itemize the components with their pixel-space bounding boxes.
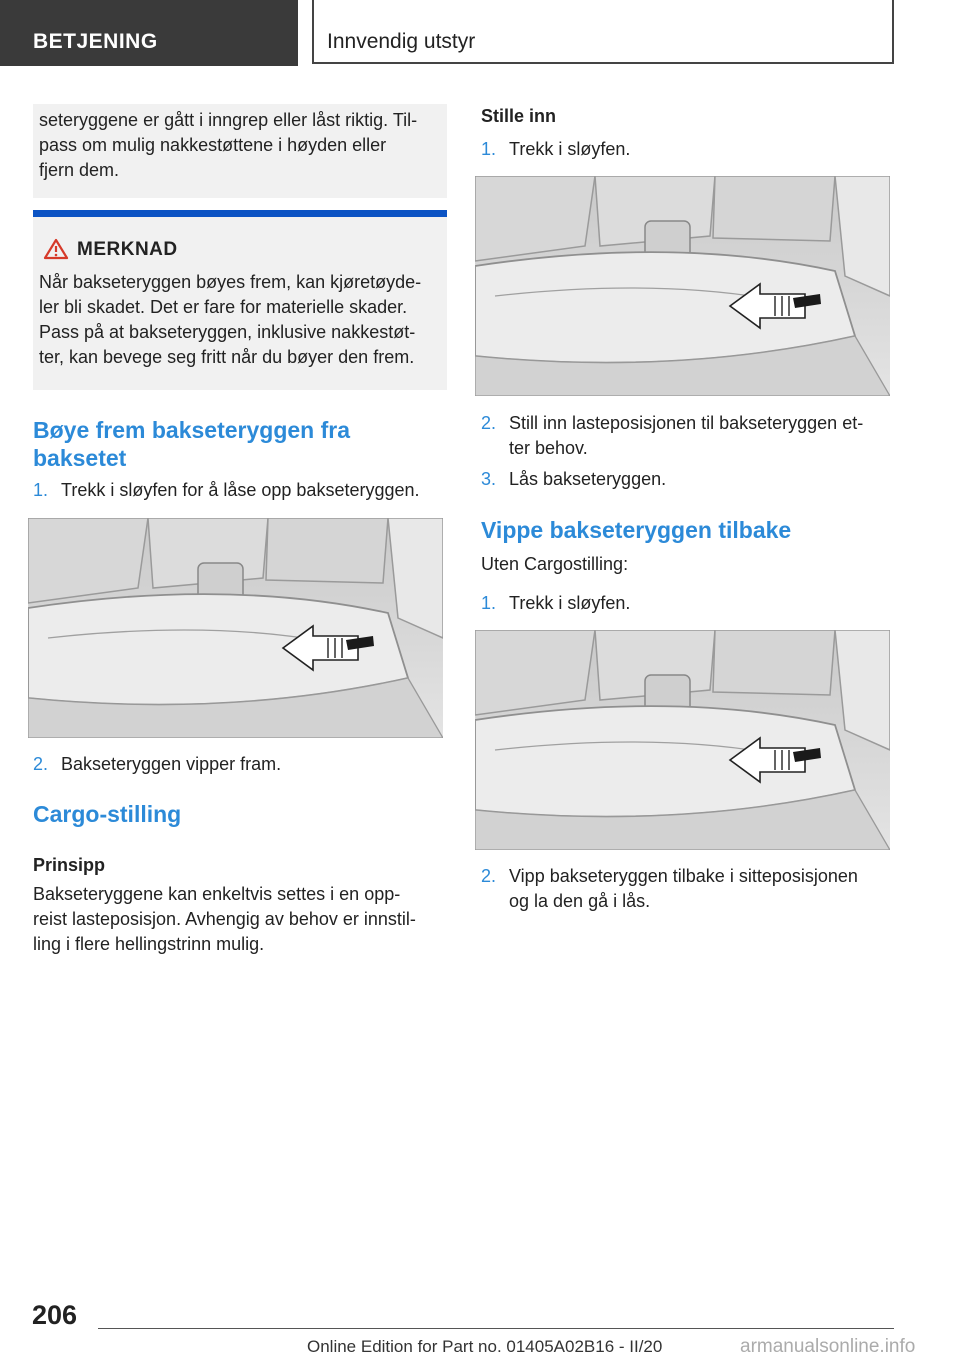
tilt-step-1 <box>481 591 901 616</box>
subtitle-adjust: Stille inn <box>481 106 557 126</box>
right-step-3 <box>481 467 901 492</box>
step-text: Lås bakseteryggen. <box>509 469 667 489</box>
edition-text: Online Edition for Part no. 01405A02B16 - II/20 <box>307 1337 663 1356</box>
step-text: Trekk i sløyfen. <box>509 593 631 613</box>
tilt-step-2 <box>481 864 901 914</box>
step-text-line-2: ter behov. <box>509 438 588 458</box>
step-text-line-2: og la den gå i lås. <box>509 891 651 911</box>
principle-line-1: Bakseteryggene kan enkeltvis settes i en opp- <box>33 884 401 904</box>
subtitle-principle: Prinsipp <box>33 855 106 875</box>
note-line-3: fjern dem. <box>39 160 120 180</box>
footer-divider <box>98 1328 894 1329</box>
step-text-line-1: Still inn lasteposisjonen til bakseteryggen et- <box>509 413 864 433</box>
section-title-tilt-back: Vippe bakseteryggen tilbake <box>481 517 792 543</box>
step-number: 2. <box>481 866 497 886</box>
step-number: 2. <box>33 754 49 774</box>
notice-line-3: Pass på at bakseteryggen, inklusive nakkestøt- <box>39 322 416 342</box>
header-chapter-label: Innvendig utstyr <box>327 30 476 53</box>
step-number: 2. <box>481 413 497 433</box>
step-number: 1. <box>481 593 497 613</box>
tilt-back-intro: Uten Cargostilling: <box>481 554 629 574</box>
right-step-2 <box>481 411 901 461</box>
notice-line-2: ler bli skadet. Det er fare for materielle skader. <box>39 297 408 317</box>
section-title-line-1: Bøye frem bakseteryggen fra <box>33 417 351 443</box>
step-2-tips-forward <box>33 752 453 777</box>
note-line-1: seteryggene er gått i inngrep eller låst riktig. Til- <box>39 110 418 130</box>
notice-title: MERKNAD <box>77 239 178 260</box>
principle-line-2: reist lasteposisjon. Avhengig av behov er innstil- <box>33 909 416 929</box>
notice-box <box>33 210 447 390</box>
page-number: 206 <box>32 1300 78 1330</box>
warning-triangle-icon <box>43 238 69 260</box>
header-chapter-tab <box>312 0 894 64</box>
watermark: armanualsonline.info <box>740 1336 916 1357</box>
step-number: 1. <box>481 139 497 159</box>
header-section-tab <box>0 0 298 66</box>
step-number: 3. <box>481 469 497 489</box>
note-line-2: pass om mulig nakkestøttene i høyden eller <box>39 135 387 155</box>
rear-seat-photo-3 <box>475 630 890 850</box>
continued-note-box <box>33 104 447 198</box>
rear-seat-photo-2 <box>475 176 890 396</box>
section-title-cargo: Cargo-stilling <box>33 801 182 827</box>
step-text: Bakseteryggen vipper fram. <box>61 754 282 774</box>
section-title-line-2: baksetet <box>33 445 127 471</box>
rear-seat-photo-1 <box>28 518 443 738</box>
notice-line-1: Når bakseteryggen bøyes frem, kan kjøretøyde- <box>39 272 422 292</box>
notice-line-4: ter, kan bevege seg fritt når du bøyer den frem. <box>39 347 415 367</box>
step-1-unlock <box>33 478 453 503</box>
header-section-label: BETJENING <box>33 30 158 53</box>
step-text: Trekk i sløyfen for å låse opp bakseteryggen. <box>61 480 420 500</box>
principle-line-3: ling i flere hellingstrinn mulig. <box>33 934 265 954</box>
step-text-line-1: Vipp bakseteryggen tilbake i sitteposisjonen <box>509 866 858 886</box>
step-text: Trekk i sløyfen. <box>509 139 631 159</box>
step-number: 1. <box>33 480 49 500</box>
right-step-1 <box>481 137 901 162</box>
section-title-fold-forward <box>33 416 350 472</box>
